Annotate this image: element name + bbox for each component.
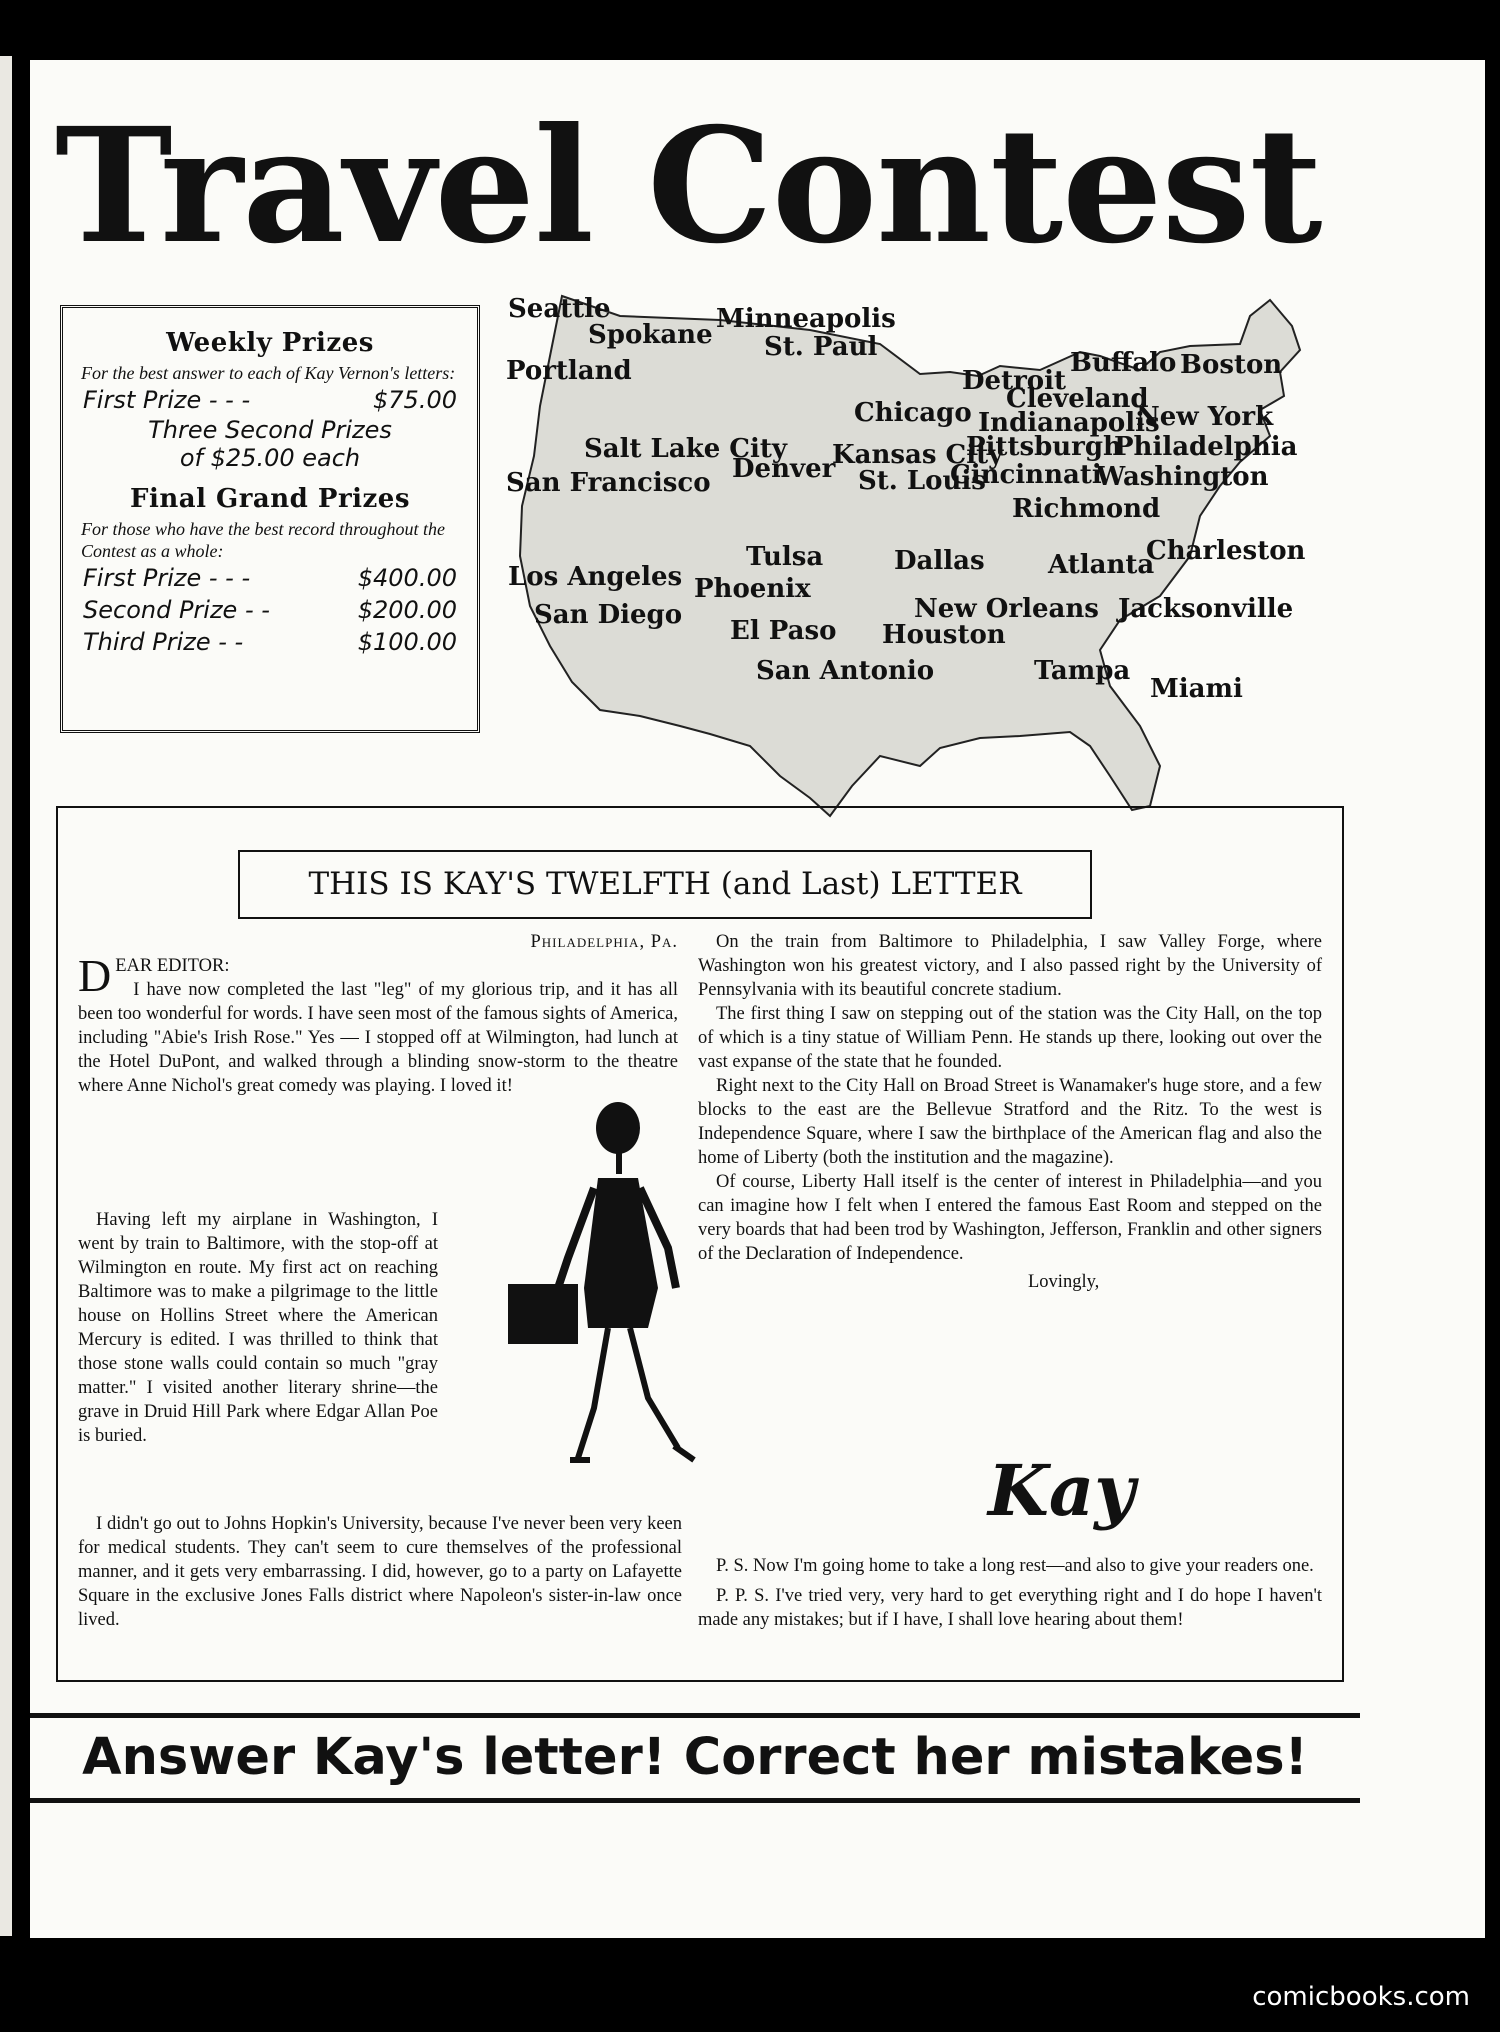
letter-place: Philadelphia, Pa.	[530, 932, 678, 952]
letter-heading: THIS IS KAY'S TWELFTH (and Last) LETTER	[238, 850, 1092, 919]
final-first-value: $400.00	[357, 564, 457, 592]
weekly-first-label: First Prize - - -	[83, 386, 251, 414]
letter-ps: P. S. Now I'm going home to take a long rest—and also to give your readers one.	[716, 1556, 1314, 1576]
watermark: comicbooks.com	[1252, 1982, 1470, 2012]
city-label: San Antonio	[756, 656, 935, 686]
letter-pps: P. P. S. I've tried very, very hard to get everything right and I do hope I haven't made any mistakes; but if I have, I shall love hearing about them!	[698, 1586, 1322, 1630]
us-map	[500, 286, 1320, 824]
city-label: Denver	[732, 454, 836, 484]
city-label: Philadelphia	[1114, 432, 1298, 462]
letter-salutation-line	[78, 950, 678, 1001]
final-second-label: Second Prize - -	[83, 596, 270, 624]
city-label: Washington	[1096, 462, 1269, 492]
letter-paragraph: Having left my airplane in Washington, I went by train to Baltimore, with the stop-off at Wilmington en route. My first act on reaching Baltimore was to make a pilgrimage to the little house on Hollins Street where the American Mercury is edited. I was thrilled to think that those stone walls could contain so much "gray matter." I visited another literary shrine—the grave in Druid Hill Park where Edgar Allan Poe is buried.	[78, 1210, 438, 1446]
final-second-prize	[63, 594, 477, 626]
city-label: Atlanta	[1048, 550, 1155, 580]
final-prizes-note: For those who have the best record throughout the Contest as a whole:	[81, 519, 445, 561]
city-label: Portland	[506, 356, 632, 386]
kay-illustration-icon	[498, 1088, 728, 1488]
letter-left-column	[78, 930, 678, 1098]
final-second-value: $200.00	[357, 596, 457, 624]
city-label: Kansas City	[832, 440, 1004, 470]
letter-paragraph: On the train from Baltimore to Philadelphia, I saw Valley Forge, where Washington won his greatest victory, and I also passed right by the University of Pennsylvania with its beautiful concrete stadium.	[698, 932, 1322, 1000]
city-label: Cleveland	[1006, 384, 1149, 414]
city-label: Minneapolis	[716, 304, 896, 334]
weekly-first-value: $75.00	[373, 386, 457, 414]
city-label: Buffalo	[1070, 348, 1177, 378]
city-label: San Diego	[534, 600, 683, 630]
city-label: Salt Lake City	[584, 434, 787, 464]
magazine-page	[30, 60, 1485, 1938]
letter-paragraph: Right next to the City Hall on Broad Street is Wanamaker's huge store, and a few blocks to the east are the Bellevue Stratford and the Ritz. To the west is Independence Square, where I saw the birthplace of the American flag and also the home of Liberty (both the institution and the magazine).	[698, 1076, 1322, 1168]
letter-paragraph	[78, 978, 678, 1098]
drop-cap: D	[78, 950, 112, 1001]
letter-paragraph: The first thing I saw on stepping out of the station was the City Hall, on the top of which is a tiny statue of William Penn. He stands up there, looking out over the vast expanse of the state that he founded.	[698, 1004, 1322, 1072]
final-third-prize	[63, 626, 477, 658]
signature: Kay	[988, 1449, 1135, 1532]
city-label: St. Louis	[858, 466, 986, 496]
letter-paragraph-text: I have now completed the last "leg" of my glorious trip, and it has all been too wonderful for words. I have seen most of the famous sights of America, including "Abie's Irish Rose." Yes — I stopped off at Wilmington, had lunch at the Hotel DuPont, and walked through a blinding snow-storm to the theatre where Anne Nichol's great comedy was playing. I loved it!	[78, 980, 678, 1096]
city-label: Miami	[1150, 674, 1243, 704]
letter-left-column-bottom	[78, 1512, 682, 1632]
city-label: Spokane	[588, 320, 713, 350]
city-label: Indianapolis	[978, 408, 1160, 438]
prize-box	[60, 305, 480, 733]
city-label: New York	[1136, 402, 1274, 432]
city-label: El Paso	[730, 616, 837, 646]
city-label: New Orleans	[914, 594, 1099, 624]
final-first-prize	[63, 562, 477, 594]
weekly-prizes-note: For the best answer to each of Kay Vernon's letters:	[81, 363, 456, 383]
weekly-second-line2: of $25.00 each	[179, 444, 361, 472]
weekly-prizes-heading: Weekly Prizes	[166, 328, 374, 358]
weekly-first-prize	[63, 384, 477, 416]
letter-right-column	[698, 930, 1322, 1294]
letter-left-column-mid	[78, 1208, 438, 1448]
city-label: Chicago	[854, 398, 972, 428]
final-third-label: Third Prize - -	[83, 628, 244, 656]
city-label: St. Paul	[764, 332, 878, 362]
city-label: Seattle	[508, 294, 611, 324]
page-title: Travel Contest	[55, 94, 1322, 279]
letter-closing: Lovingly,	[1028, 1272, 1100, 1292]
city-label: Tampa	[1034, 656, 1131, 686]
letter-salutation: EAR EDITOR:	[115, 956, 230, 976]
city-label: San Francisco	[506, 468, 711, 498]
final-first-label: First Prize - - -	[83, 564, 251, 592]
adjacent-page-edge	[0, 56, 12, 1936]
city-label: Tulsa	[746, 542, 824, 572]
city-label: Pittsburgh	[966, 432, 1122, 462]
city-label: Jacksonville	[1118, 594, 1294, 624]
banner: Answer Kay's letter! Correct her mistakes!	[30, 1713, 1360, 1803]
letter-box	[56, 806, 1344, 1682]
letter-postscripts	[698, 1554, 1322, 1632]
letter-paragraph: I didn't go out to Johns Hopkin's University, because I've never been very keen for medical students. They can't seem to cure themselves of the professional manner, and it gets very embarrassing. I did, however, go to a party on Lafayette Square in the exclusive Jones Falls district where Napoleon's sister-in-law once lived.	[78, 1514, 682, 1630]
city-label: Richmond	[1012, 494, 1161, 524]
city-label: Dallas	[894, 546, 985, 576]
city-label: Los Angeles	[508, 562, 683, 592]
final-prizes-heading: Final Grand Prizes	[130, 484, 410, 514]
final-third-value: $100.00	[357, 628, 457, 656]
city-label: Detroit	[962, 366, 1067, 396]
letter-paragraph: Of course, Liberty Hall itself is the center of interest in Philadelphia—and you can imagine how I felt when I entered the famous East Room and stepped on the very boards that had been trod by Washington, Jefferson, Franklin and other signers of the Declaration of Independence.	[698, 1172, 1322, 1264]
weekly-second-line1: Three Second Prizes	[148, 416, 392, 444]
city-label: Phoenix	[694, 574, 811, 604]
city-label: Charleston	[1146, 536, 1306, 566]
city-label: Cincinnati	[950, 460, 1102, 490]
city-label: Houston	[882, 620, 1006, 650]
city-label: Boston	[1180, 350, 1283, 380]
